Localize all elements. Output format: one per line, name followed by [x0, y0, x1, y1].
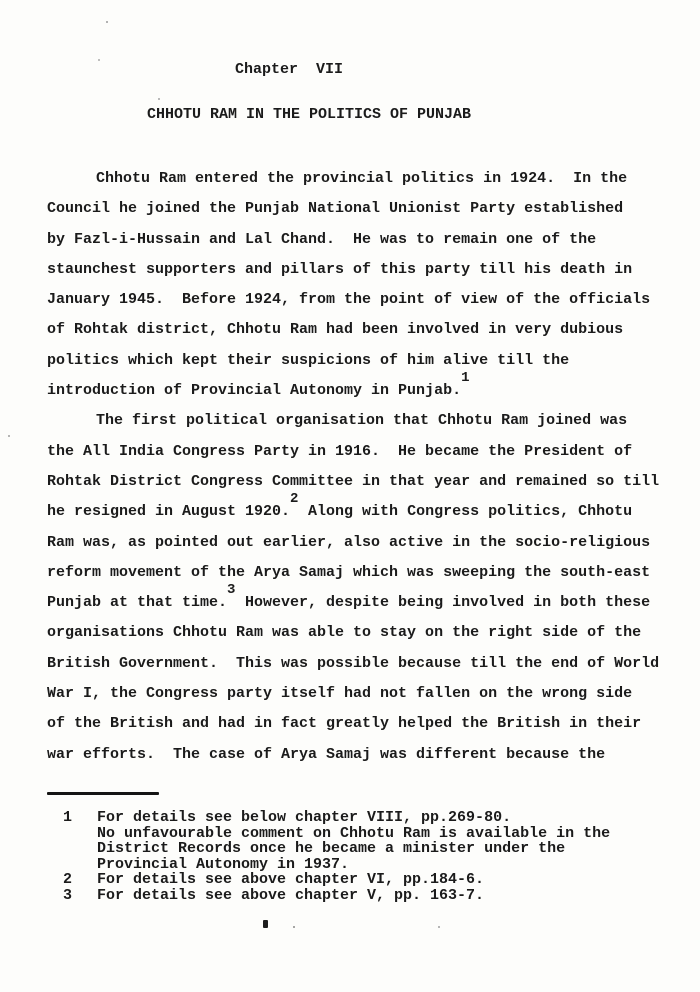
text-segment: of the British and had in fact greatly helped the British in their: [47, 715, 642, 733]
footnote-number: 2: [63, 871, 73, 889]
text-line: [47, 709, 659, 739]
footnote-item: [47, 872, 610, 888]
text-line: [47, 255, 659, 285]
scan-speck: [106, 21, 108, 23]
text-segment: Council he joined the Punjab National Unionist Party established: [47, 200, 624, 218]
footnote-line: District Records once he became a minister under the: [97, 840, 566, 858]
text-segment: the All India Congress Party in 1916. He became the President of: [47, 442, 633, 460]
text-line: [47, 437, 659, 467]
text-line: [47, 194, 659, 224]
text-line: [47, 679, 659, 709]
text-segment: However, despite being involved in both these: [236, 594, 651, 612]
footnote-line: For details see below chapter VIII, pp.269-80.: [97, 809, 512, 826]
text-line: [47, 164, 659, 194]
text-line: [47, 649, 659, 679]
text-segment: introduction of Provincial Autonomy in Punjab.: [47, 382, 462, 400]
text-segment: organisations Chhotu Ram was able to stay on the right side of the: [47, 624, 642, 642]
text-line: he resigned in August 1920.$^2$ Along with Congress politics, Chhotu: [47, 491, 633, 521]
text-line: [47, 558, 659, 588]
footnote-text: [97, 872, 484, 888]
text-line: [47, 346, 659, 376]
text-segment: War I, the Congress party itself had not fallen on the wrong side: [47, 685, 633, 703]
text-segment: Ram was, as pointed out earlier, also active in the socio-religious: [47, 533, 651, 551]
scan-speck: [438, 926, 440, 928]
text-line: [47, 618, 659, 648]
text-segment: Punjab at that time.: [47, 594, 228, 612]
scan-speck: [8, 435, 10, 437]
text-segment: January 1945. Before 1924, from the point of view of the officials: [47, 291, 651, 309]
text-line: [47, 467, 659, 497]
scan-speck: [98, 59, 100, 61]
text-segment: politics which kept their suspicions of him alive till the: [47, 351, 570, 369]
page-title: CHHOTU RAM IN THE POLITICS OF PUNJAB: [147, 106, 472, 123]
text-segment: British Government. This was possible because till the end of World: [47, 654, 660, 672]
footnote-line: For details see above chapter V, pp. 163-7.: [97, 886, 485, 904]
footnote-item: [47, 810, 610, 872]
text-line: [47, 406, 659, 436]
scan-speck: [158, 98, 160, 100]
footnote-number: 3: [63, 886, 73, 904]
text-segment: war efforts. The case of Arya Samaj was different because the: [47, 745, 606, 763]
text-segment: he resigned in August 1920.: [47, 503, 291, 521]
text-line: [47, 285, 659, 315]
text-segment: The first political organisation that Chhotu Ram joined was: [96, 412, 628, 430]
footnotes: [47, 810, 610, 904]
chapter-heading: Chapter VII: [235, 61, 344, 78]
scan-speck: [293, 926, 295, 928]
footnote-text: [97, 888, 484, 904]
footnote-line: Provincial Autonomy in 1937.: [97, 855, 350, 873]
footnote-line: For details see above chapter VI, pp.184-6.: [97, 871, 485, 889]
text-segment: reform movement of the Arya Samaj which was sweeping the south-east: [47, 563, 651, 581]
text-segment: Along with Congress politics, Chhotu: [299, 503, 633, 521]
scan-speck: [263, 920, 268, 928]
footnote-line: No unfavourable comment on Chhotu Ram is available in the: [97, 824, 611, 842]
text-segment: Rohtak District Congress Committee in that year and remained so till: [47, 472, 660, 490]
footnote-item: [47, 888, 610, 904]
footnote-separator: [47, 792, 159, 795]
body-text: [47, 164, 659, 770]
text-line: [47, 315, 659, 345]
text-line: Punjab at that time.$^3$ However, despite being involved in both these: [47, 582, 651, 612]
text-line: [47, 740, 659, 770]
text-segment: of Rohtak district, Chhotu Ram had been involved in very dubious: [47, 321, 624, 339]
text-segment: by Fazl-i-Hussain and Lal Chand. He was to remain one of the: [47, 230, 597, 248]
footnote-text: [97, 810, 610, 872]
text-line: introduction of Provincial Autonomy in Punjab.$^1$: [47, 370, 470, 400]
footnote-number: 1: [63, 809, 73, 826]
text-line: [47, 528, 659, 558]
text-line: [47, 225, 659, 255]
text-segment: Chhotu Ram entered the provincial politics in 1924. In the: [96, 170, 628, 187]
text-segment: staunchest supporters and pillars of this party till his death in: [47, 260, 633, 278]
